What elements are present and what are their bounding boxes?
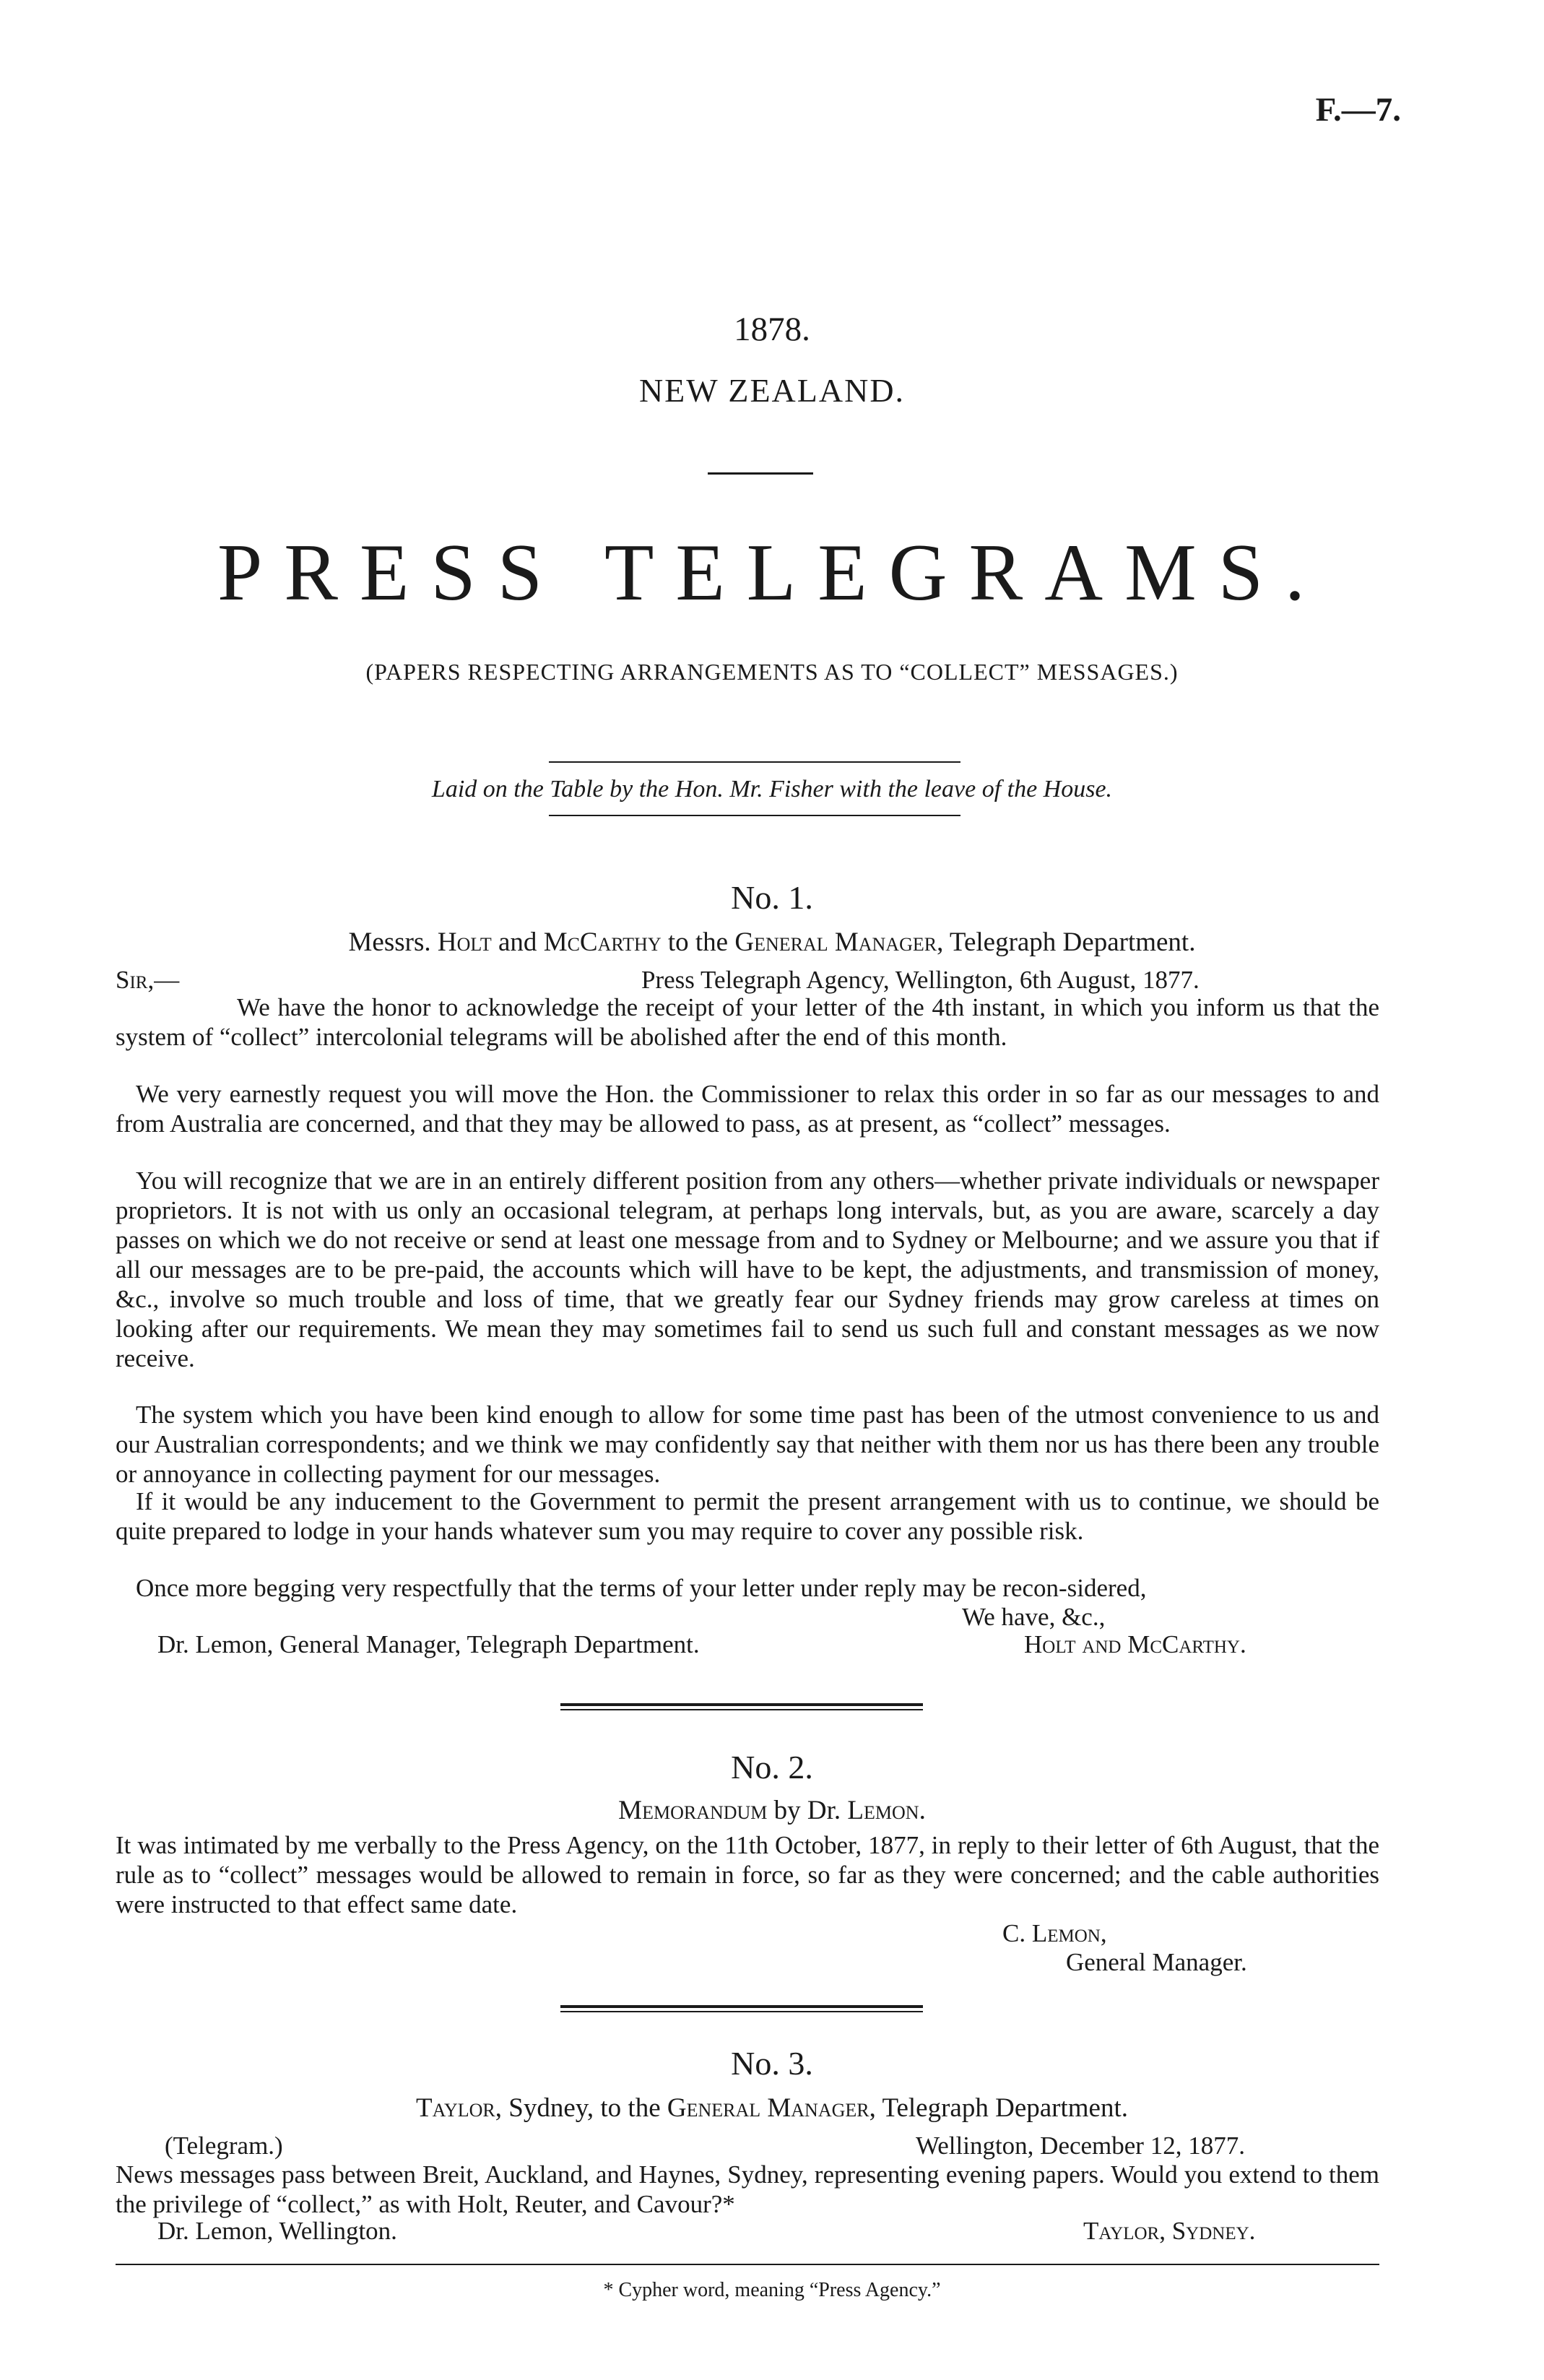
- section-divider-2: [560, 2005, 923, 2008]
- section-subheading-no1: Messrs. Holt and McCarthy to the General Manager, Telegraph Department.: [348, 927, 1196, 957]
- letter-paragraph-3: You will recognize that we are in an entirely different position from any others—whether private individuals or newspaper proprietors. It is not with us only an occasional telegram, at perhaps long intervals, but, as you are aware, scarcely a day passes on which we do not receive or send at least one message from and to Sydney or Melbourne; and we assure you that if all our messages are to be pre-paid, the accounts which will have to be kept, the adjustments, and transmission of money, &c., involve so much trouble and loss of time, that we greatly fear our Sydney friends may grow careless at times on looking after our requirements. We mean they may sometimes fail to send us such full and constant messages as we now receive.: [116, 1167, 1379, 1372]
- letter-paragraph-1: We have the honor to acknowledge the receipt of your letter of the 4th instant, in which you inform us that the system of “collect” intercolonial telegrams will be abolished after the end of this month.: [116, 993, 1379, 1051]
- dateline-no3: Wellington, December 12, 1877.: [916, 2132, 1245, 2160]
- laid-on-table-note: Laid on the Table by the Hon. Mr. Fisher with the leave of the House.: [431, 776, 1113, 802]
- document-subtitle: (PAPERS RESPECTING ARRANGEMENTS AS TO “COLLECT” MESSAGES.): [365, 659, 1179, 685]
- letter-paragraph-6: Once more begging very respectfully that the terms of your letter under reply may be recon-sidered,: [136, 1574, 1147, 1602]
- signature-no3: Taylor, Sydney.: [1083, 2217, 1256, 2245]
- document-country: NEW ZEALAND.: [638, 372, 906, 409]
- signature-no1: Holt and McCarthy.: [1024, 1630, 1246, 1658]
- section-heading-no3: No. 3.: [731, 2045, 813, 2082]
- page-reference: F.—7.: [1315, 91, 1401, 129]
- document-title: PRESS TELEGRAMS.: [217, 528, 1327, 618]
- letter-paragraph-2: We very earnestly request you will move the Hon. the Commissioner to relax this order in so far as our messages to and from Australia are concerned, and that they may be allowed to pass, as at present, as “collect” messages.: [116, 1080, 1379, 1138]
- title-divider: [708, 472, 813, 475]
- footnote: * Cypher word, meaning “Press Agency.”: [603, 2279, 941, 2301]
- memo-paragraph: It was intimated by me verbally to the Press Agency, on the 11th October, 1877, in reply to their letter of 6th August, that the rule as to “collect” messages would be allowed to remain in force, so far as they were concerned; and the cable authorities were instructed to that effect same date.: [116, 1831, 1379, 1918]
- letter-paragraph-4: The system which you have been kind enough to allow for some time past has been of the utmost convenience to us and our Australian correspondents; and we think we may confidently say that neither with them nor us has there been any trouble or annoyance in collecting payment for our messages.: [116, 1401, 1379, 1488]
- section-divider-1: [560, 1703, 923, 1706]
- section-heading-no1: No. 1.: [731, 879, 813, 916]
- closing-no1: We have, &c.,: [962, 1603, 1106, 1631]
- section-heading-no2: No. 2.: [731, 1749, 813, 1786]
- telegram-label: (Telegram.): [165, 2132, 283, 2160]
- section-divider-2b: [560, 2011, 923, 2012]
- section-divider-1b: [560, 1709, 923, 1710]
- section-subheading-no2: Memorandum by Dr. Lemon.: [618, 1796, 926, 1825]
- addressee-no3: Dr. Lemon, Wellington.: [157, 2217, 397, 2245]
- laid-rule-top: [549, 761, 960, 763]
- dateline-no1: Press Telegraph Agency, Wellington, 6th August, 1877.: [641, 966, 1200, 994]
- letter-paragraph-5: If it would be any inducement to the Government to permit the present arrangement with us to continue, we should be quite prepared to lodge in your hands whatever sum you may require to cover any possible risk.: [116, 1487, 1379, 1545]
- document-year: 1878.: [734, 311, 810, 348]
- telegram-text: News messages pass between Breit, Auckland, and Haynes, Sydney, representing evening papers. Would you extend to them the privilege of “collect,” as with Holt, Reuter, and Cavour?*: [116, 2160, 1379, 2218]
- laid-rule-bottom: [549, 815, 960, 816]
- signature-title-no2: General Manager.: [1066, 1948, 1247, 1976]
- salutation: Sir,—: [116, 966, 180, 994]
- section-subheading-no3: Taylor, Sydney, to the General Manager, Telegraph Department.: [416, 2093, 1128, 2123]
- footnote-rule: [116, 2264, 1379, 2265]
- addressee-no1: Dr. Lemon, General Manager, Telegraph Department.: [157, 1630, 700, 1658]
- signature-no2: C. Lemon,: [1002, 1919, 1107, 1947]
